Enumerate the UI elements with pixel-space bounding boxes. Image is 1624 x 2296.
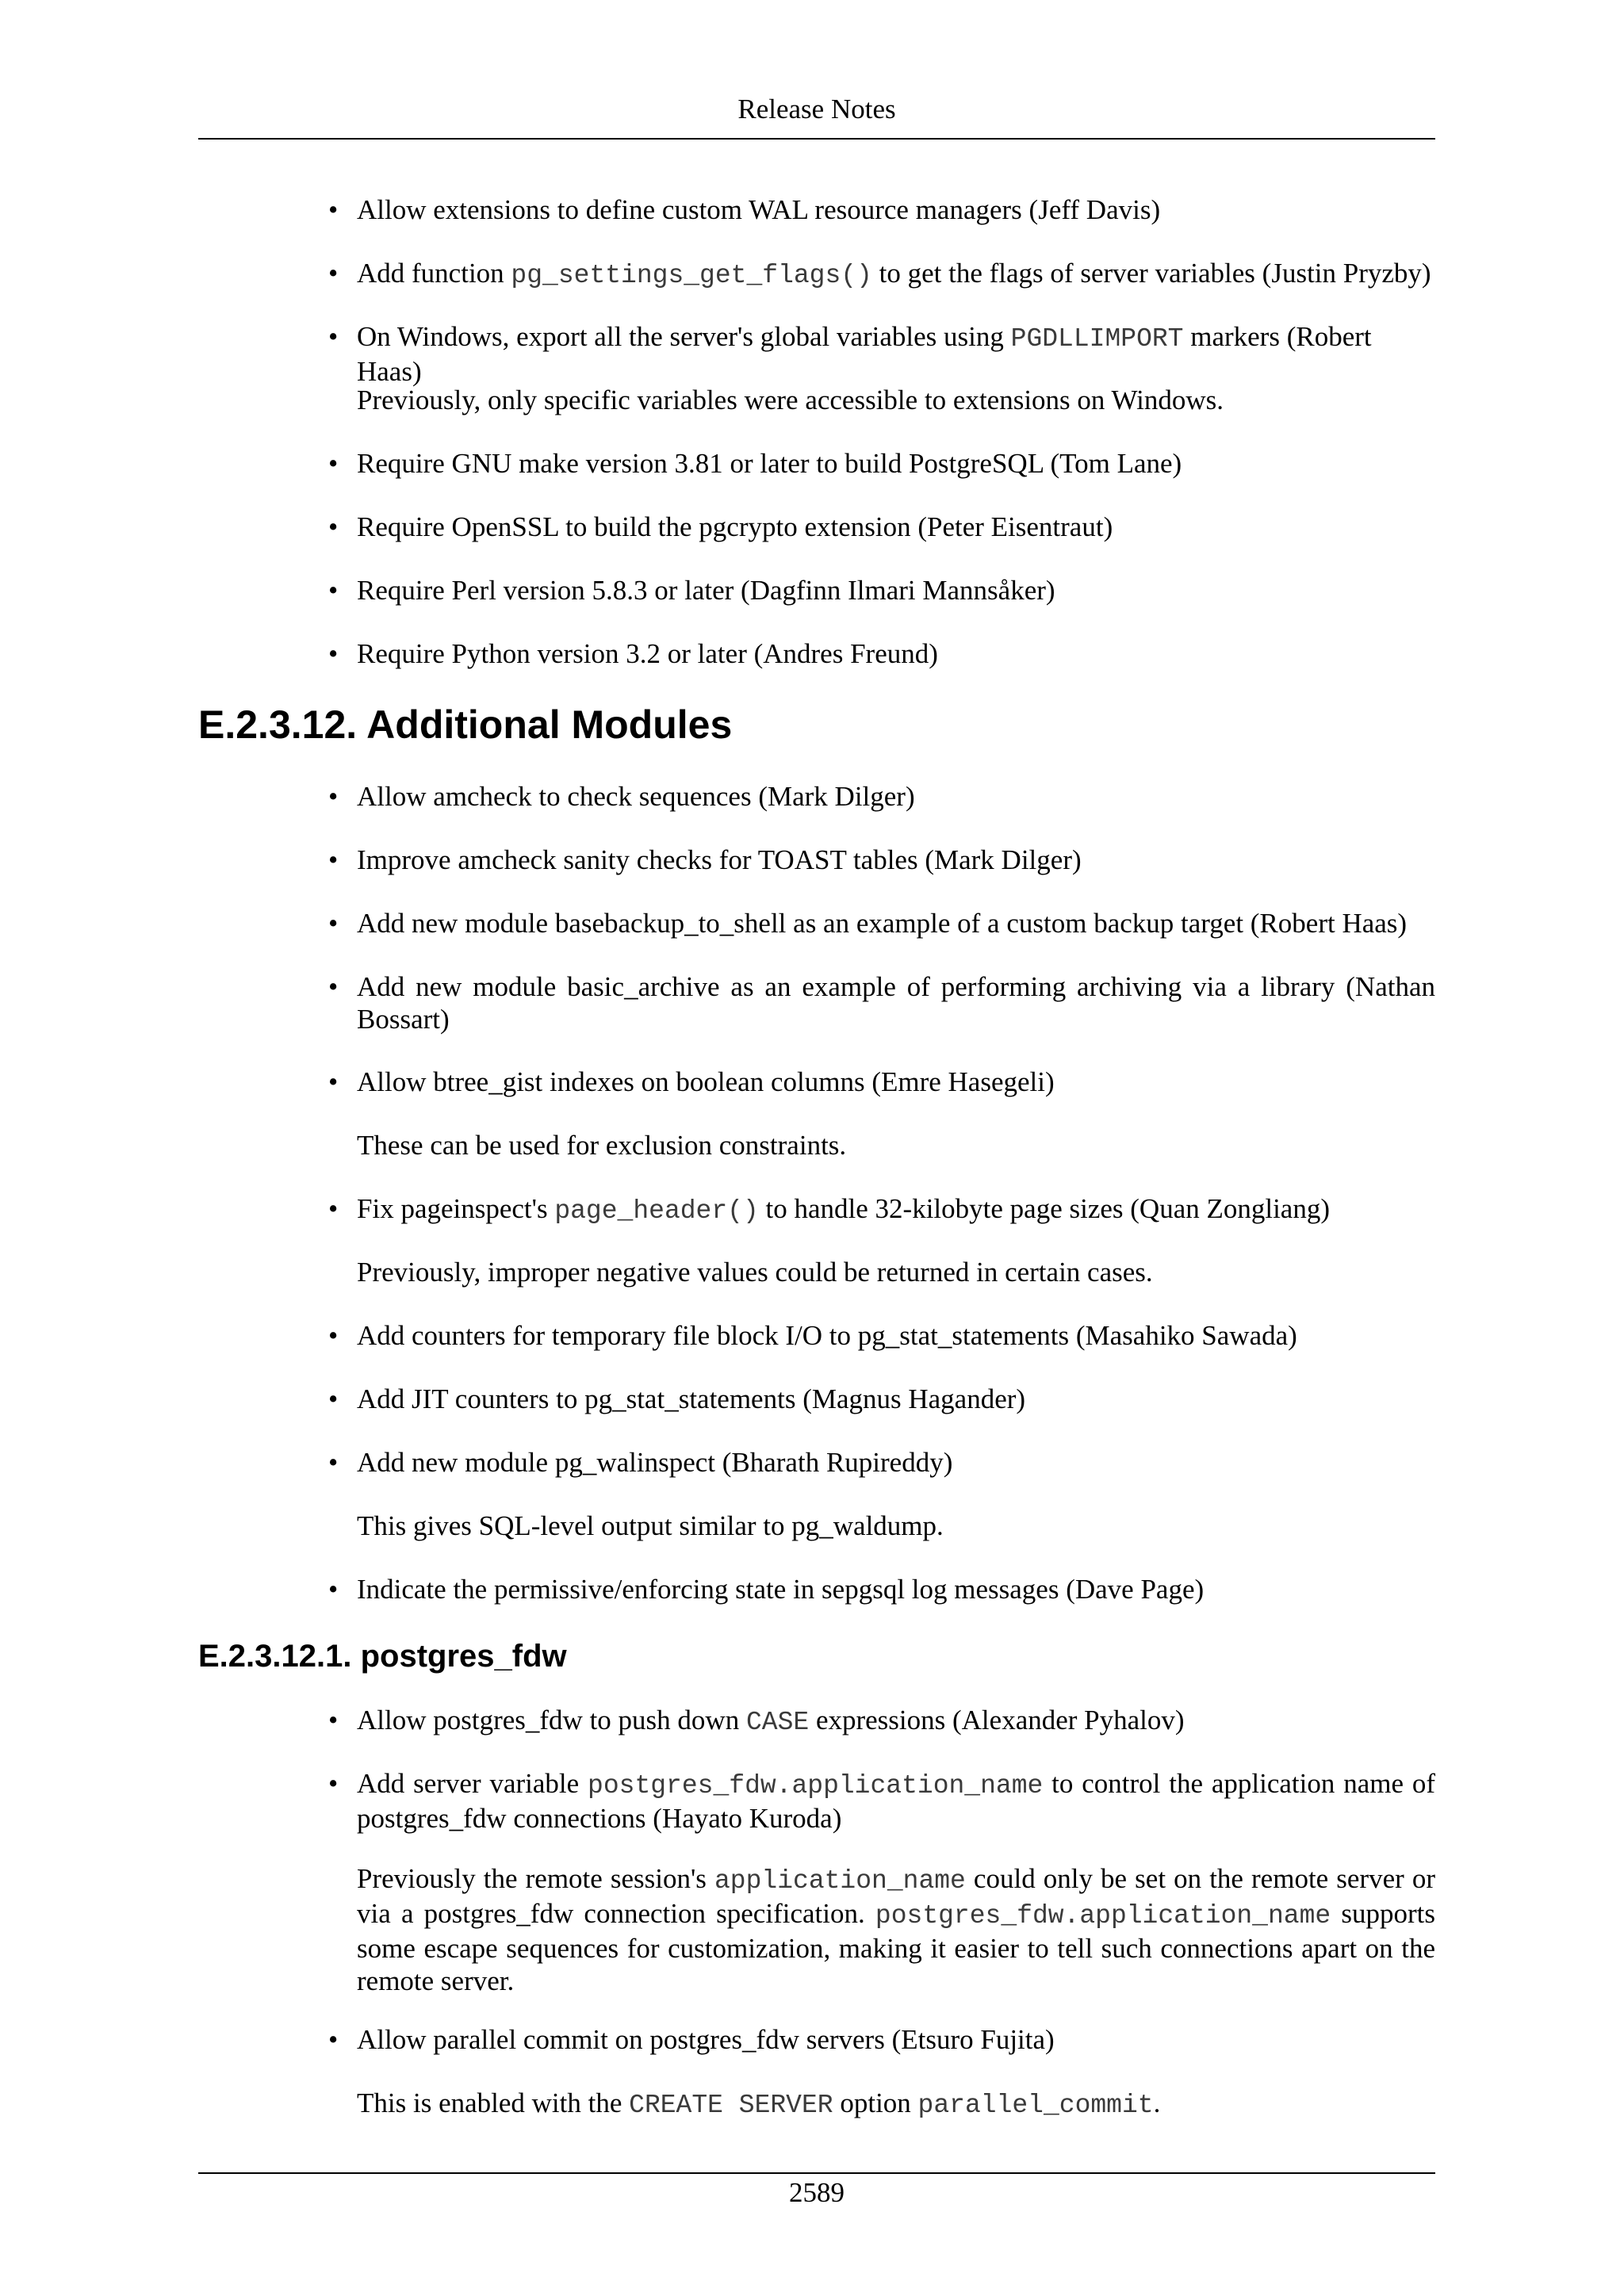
code-literal: application_name [714,1866,966,1896]
note-text: option [833,2087,918,2118]
bullet: • [328,1705,339,1735]
list-item [328,2023,1435,2056]
list-item [328,1383,1435,1415]
bullet: • [328,575,339,606]
item-text: to handle 32-kilobyte page sizes (Quan Zongliang) [758,1193,1330,1224]
list-item [328,257,1435,292]
list-item [328,1066,1435,1098]
item-text: Require Perl version 5.8.3 or later (Dagfinn Ilmari Mannsåker) [357,575,1055,606]
item-text: Allow amcheck to check sequences (Mark Dilger) [357,781,915,812]
code-literal: postgres_fdw.application_name [875,1901,1331,1931]
bullet: • [328,258,339,289]
code-literal: page_header() [554,1196,759,1226]
item-text: Require OpenSSL to build the pgcrypto extension (Peter Eisentraut) [357,511,1113,542]
item-note: This gives SQL-level output similar to pg_waldump. [357,1510,944,1541]
note-text: . [1153,2087,1161,2118]
bullet: • [328,781,339,812]
item-text: Add new module basebackup_to_shell as an example of a custom backup target (Robert Haas) [357,908,1408,939]
list-item [328,1767,1435,1835]
bullet: • [328,1447,339,1478]
item-note: These can be used for exclusion constraints. [357,1130,847,1161]
bullet: • [328,971,339,1002]
item-text: Fix pageinspect's [357,1193,555,1224]
list-item [328,907,1435,939]
code-literal: CREATE SERVER [629,2091,833,2120]
item-text: expressions (Alexander Pyhalov) [809,1705,1185,1735]
item-text: Require Python version 3.2 or later (Andres Freund) [357,638,938,669]
note-text: supports some escape sequences for customization, making it easier to tell such connections apart on the remote server. [357,1898,1436,1996]
page-number: 2589 [789,2177,845,2208]
list-item [328,780,1435,813]
header-rule [198,138,1435,140]
item-text: Improve amcheck sanity checks for TOAST tables (Mark Dilger) [357,844,1082,875]
code-literal: parallel_commit [917,2091,1154,2120]
code-literal: postgres_fdw.application_name [588,1771,1044,1800]
bullet: • [328,1574,339,1605]
section-heading-additional-modules: E.2.3.12. Additional Modules [198,702,733,747]
list-item [328,1704,1435,1739]
list-item [328,970,1435,1035]
bullet: • [328,2024,339,2055]
list-item [328,1446,1435,1479]
list-item [328,511,1435,543]
item-text: Add new module basic_archive as an example of performing archiving via a library (Nathan Bossart) [357,971,1435,1035]
item-note: Previously, improper negative values could be returned in certain cases. [357,1257,1153,1288]
bullet: • [328,1320,339,1351]
item-note: Previously, only specific variables were accessible to extensions on Windows. [357,385,1224,415]
bullet: • [328,321,339,352]
item-text: Add new module pg_walinspect (Bharath Rupireddy) [357,1447,953,1478]
item-note [357,1862,1435,1997]
bullet: • [328,844,339,875]
code-literal: pg_settings_get_flags() [511,261,872,290]
list-item [328,1573,1435,1605]
bullet: • [328,908,339,939]
item-text: Allow extensions to define custom WAL resource managers (Jeff Davis) [357,194,1161,225]
list-item [328,447,1435,480]
note-text: Previously the remote session's [357,1863,714,1894]
code-literal: PGDLLIMPORT [1010,324,1184,354]
list-item [328,574,1435,607]
item-text: to control the application name of postgres_fdw connections (Hayato Kuroda) [357,1768,1435,1834]
item-text: to get the flags of server variables (Justin Pryzby) [871,258,1431,289]
bullet: • [328,448,339,479]
list-item [328,1319,1435,1352]
list-item [328,193,1435,226]
note-text: could only be set on the remote server or via a postgres_fdw connection specification. [357,1863,1436,1929]
item-text: Add JIT counters to pg_stat_statements (Magnus Hagander) [357,1383,1026,1414]
item-text: Indicate the permissive/enforcing state in sepgsql log messages (Dave Page) [357,1574,1205,1605]
item-text: Require GNU make version 3.81 or later to build PostgreSQL (Tom Lane) [357,448,1182,479]
footer-rule [198,2172,1435,2174]
item-text: Add counters for temporary file block I/O to pg_stat_statements (Masahiko Sawada) [357,1320,1297,1351]
bullet: • [328,1193,339,1224]
section-heading-postgres-fdw: E.2.3.12.1. postgres_fdw [198,1639,567,1674]
item-note [357,2087,1435,2122]
bullet: • [328,638,339,669]
item-text: Add server variable [357,1768,588,1799]
list-item [328,1192,1435,1227]
bullet: • [328,1768,339,1799]
list-item [328,844,1435,876]
list-item [328,320,1435,388]
bullet: • [328,1066,339,1097]
note-text: This is enabled with the [357,2087,630,2118]
code-literal: CASE [745,1708,810,1737]
item-text: Add function [357,258,511,289]
item-text: Allow btree_gist indexes on boolean columns (Emre Hasegeli) [357,1066,1055,1097]
bullet: • [328,1383,339,1414]
item-text: Allow postgres_fdw to push down [357,1705,746,1735]
item-text: On Windows, export all the server's global variables using [357,321,1011,352]
item-text: markers (Robert Haas) [357,321,1372,387]
bullet: • [328,511,339,542]
list-item [328,637,1435,670]
bullet: • [328,194,339,225]
item-text: Allow parallel commit on postgres_fdw servers (Etsuro Fujita) [357,2024,1055,2055]
running-header: Release Notes [737,94,896,124]
